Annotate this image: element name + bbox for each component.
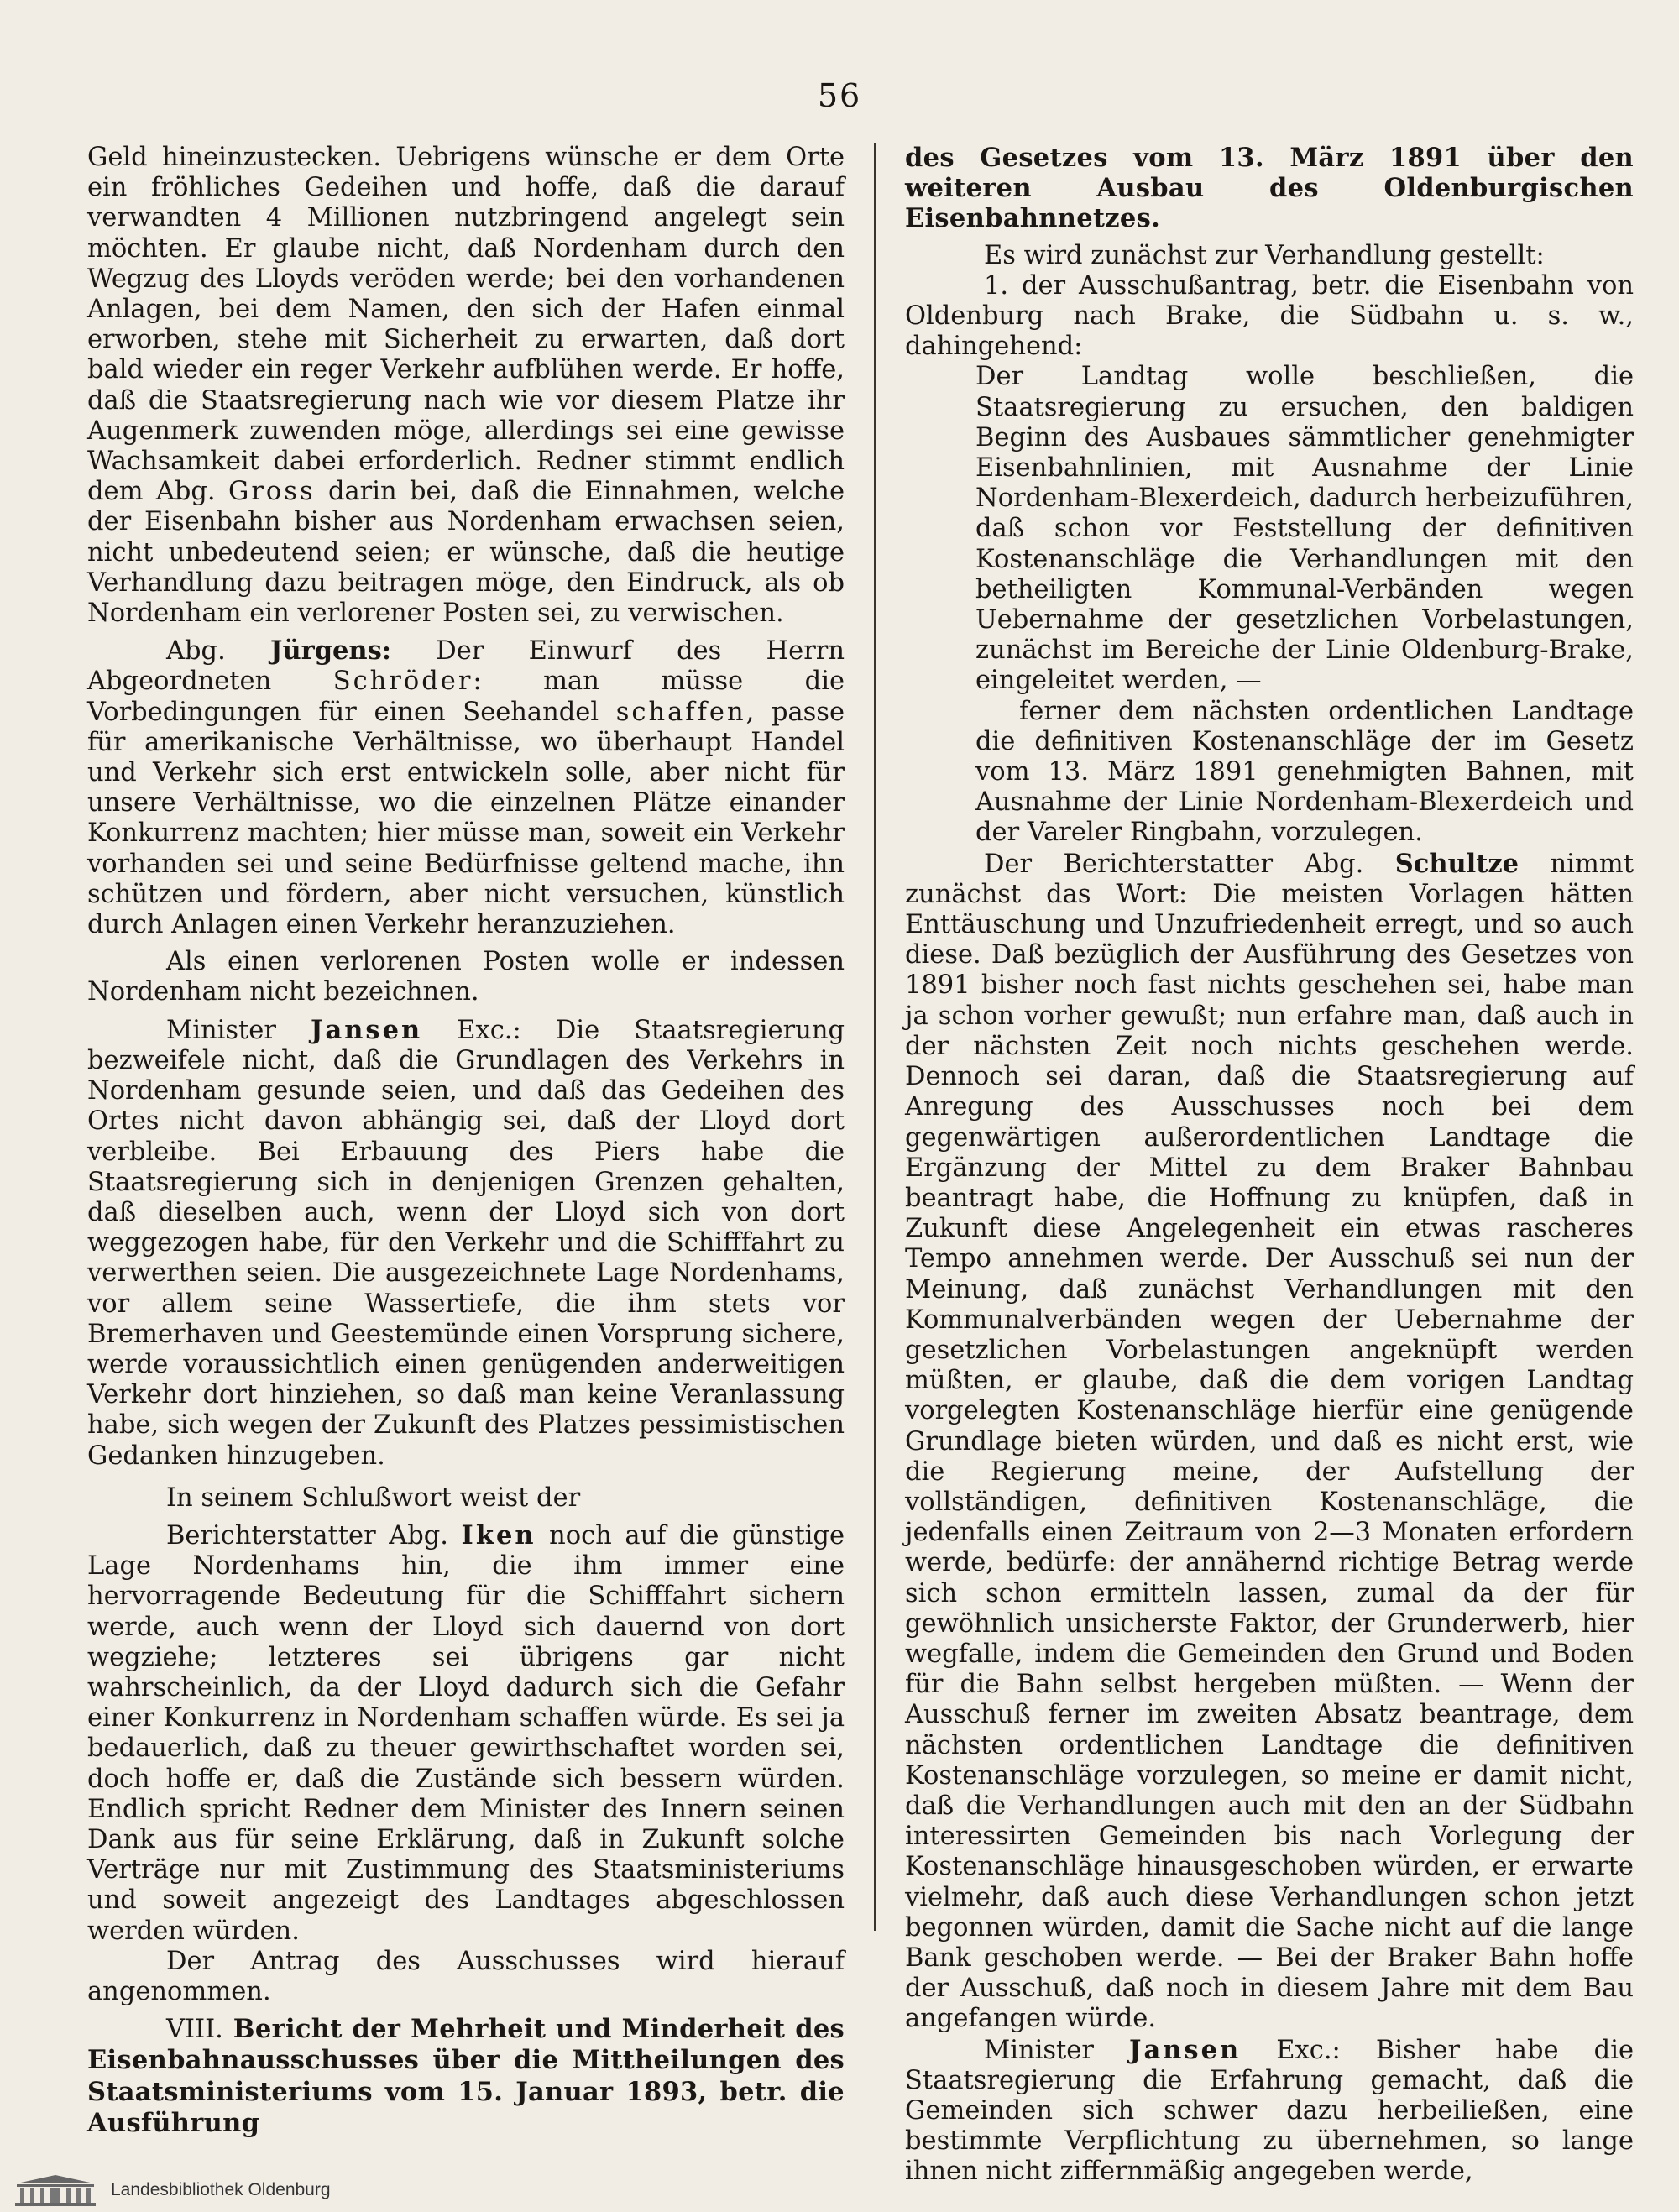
footer: [0, 2168, 1679, 2212]
text-run: Exc.: Bisher habe die Staatsregierung die Erfahrung gemacht, daß die Gemeinden sich schwer dazu herbeiließen, eine bestimmte Verpflichtung zu übernehmen, so lange ihnen nicht ziffernmäßig angegeben werde,: [905, 2035, 1634, 2187]
paragraph: [87, 143, 845, 629]
section-number: VIII.: [166, 2015, 223, 2045]
motion-quote: Der Landtag wolle beschließen, die Staatsregierung zu ersuchen, den baldigen Beginn des Ausbaues sämmtlicher genehmigter Eisenbahnlinien, mit Ausnahme der Linie Nordenham-Blexerdeich, dadurch herbeizuführen, daß schon vor Feststellung der definitiven Kostenanschläge die Verhandlungen mit den betheiligten Kommunal-Verbänden wegen Uebernahme der gesetzlichen Vorbelastungen, zunächst im Bereiche der Linie Oldenburg-Brake, eingeleitet werden, —: [975, 362, 1634, 696]
page-number: 56: [817, 77, 862, 114]
library-name: Landesbibliothek Oldenburg: [111, 2179, 331, 2199]
text-run: : man müsse die Vorbedingungen für einen Seehandel: [87, 667, 845, 727]
paragraph: Es wird zunächst zur Verhandlung gestellt:: [984, 240, 1545, 270]
text-run: , passe für amerikanische Verhältnisse, wo überhaupt Handel und Verkehr sich erst entwickeln solle, aber nicht für unsere Verhältnisse, wo die einzelnen Plätze einander Konkurrenz machten; hier müsse man, soweit ein Verkehr vorhanden sei und seine Bedürfnisse geltend mache, ihn schützen und fördern, aber nicht versuchen, künstlich durch Anlagen einen Verkehr heranzuziehen.: [87, 697, 845, 940]
paragraph: [905, 849, 1634, 2035]
emphasis: Schröder: [332, 667, 473, 697]
speaker-name: Gross: [228, 477, 316, 507]
text-run: nimmt zunächst das Wort: Die meisten Vorlagen hätten Enttäuschung und Unzufriedenheit erregt, und so auch diese. Daß bezüglich der Ausführung des Gesetzes von 1891 bisher noch fast nichts geschehen sei, habe man ja schon vorher gewußt; nun erfahre man, daß auch in der nächsten Zeit noch nichts geschehen werde. Dennoch sei daran, daß die Staatsregierung auf Anregung des Ausschusses noch bei dem gegenwärtigen außerordentlichen Landtage die Ergänzung der Mittel zu dem Braker Bahnbau beantragt habe, die Hoffnung zu knüpfen, daß in Zukunft diese Angelegenheit ein etwas rascheres Tempo annehmen werde. Der Ausschuß sei nun der Meinung, daß zunächst Verhandlungen mit den Kommunalverbänden wegen der Uebernahme der gesetzlichen Vorbelastungen angeknüpft werden müßten, er glaube, daß die dem vorigen Landtag vorgelegten Kostenanschläge hierfür eine genügende Grundlage bieten würden, und daß es nicht erst, wie die Regierung meine, der Aufstellung der vollständigen, definitiven Kostenanschläge, die jedenfalls einen Zeitraum von 2—3 Monaten erfordern werde, bedürfe: der annähernd richtige Betrag werde sich schon ermitteln lassen, zumal da der für gewöhnlich unsicherste Faktor, der Grunderwerb, hier wegfalle, indem die Gemeinden den Grund und Boden für die Bahn selbst hergeben müßten. — Wenn der Ausschuß ferner im zweiten Absatz beantrage, dem nächsten ordentlichen Landtage die definitiven Kostenanschläge vorzulegen, so meine er damit nicht, daß die Verhandlungen auch mit den an der Südbahn interessirten Gemeinden bis nach Vorlegung der Kostenanschläge hinausgeschoben würden, er erwarte vielmehr, daß auch diese Verhandlungen schon jetzt begonnen würden, damit die Sache nicht auf die lange Bank geschoben werde. — Bei der Braker Bahn hoffe der Ausschuß, daß noch in diesem Jahre mit dem Bau angefangen würde.: [905, 849, 1634, 2034]
motion-quote: ferner dem nächsten ordentlichen Landtage die definitiven Kostenanschläge der im Gesetz vom 13. März 1891 genehmigten Bahnen, mit Ausnahme der Linie Nordenham-Blexerdeich und der Vareler Ringbahn, vorzulegen.: [975, 696, 1634, 848]
paragraph: [87, 1015, 845, 1472]
library-building-icon: [12, 2173, 99, 2207]
left-column: [87, 143, 845, 2139]
right-column: [905, 143, 1634, 2188]
section-heading: [87, 2014, 845, 2139]
text-run: Minister: [984, 2035, 1130, 2065]
section-heading-continued: des Gesetzes vom 13. März 1891 über den weiteren Ausbau des Oldenburgischen Eisenbahnnetzes.: [905, 143, 1634, 234]
text-run: Exc.: Die Staatsregierung bezweifele nicht, daß die Grundlagen des Verkehrs in Nordenham gesunde seien, und daß das Gedeihen des Ortes nicht davon abhängig sei, daß der Lloyd dort verbleibe. Bei Erbauung des Piers habe die Staatsregierung sich in denjenigen Grenzen gehalten, daß dieselben auch, wenn der Lloyd sich von dort weggezogen habe, für den Verkehr und die Schifffahrt zu verwerthen seien. Die ausgezeichnete Lage Nordenhams, vor allem seine Wassertiefe, die ihm stets vor Bremerhaven und Geestemünde einen Vorsprung sichere, werde voraussichtlich einen genügenden anderweitigen Verkehr dort hinziehen, so daß man keine Veranlassung habe, sich wegen der Zukunft des Platzes pessimistischen Gedanken hinzugeben.: [87, 1015, 845, 1471]
text-run: noch auf die günstige Lage Nordenhams hin, die ihm immer eine hervorragende Bedeutung für die Schifffahrt sichern werde, auch wenn der Lloyd sich dauernd von dort wegziehe; letzteres sei übrigens gar nicht wahrscheinlich, da der Lloyd dadurch sich die Gefahr einer Konkurrenz in Nordenham schaffen würde. Es sei ja bedauerlich, daß zu theuer gewirthschaftet worden sei, doch hoffe er, daß die Zustände sich bessern würden. Endlich spricht Redner dem Minister des Innern seinen Dank aus für seine Erklärung, daß in Zukunft solche Verträge nur mit Zustimmung des Staatsministeriums und soweit angezeigt des Landtages abgeschlossen werden würden.: [87, 1520, 845, 1946]
paragraph: [905, 2035, 1634, 2188]
speaker-name: Jansen: [311, 1014, 423, 1045]
speaker-name: Jürgens:: [270, 635, 392, 667]
paragraph: [87, 635, 845, 940]
paragraph: [87, 1520, 845, 1947]
text-run: Geld hineinzustecken. Uebrigens wünsche er dem Orte ein fröhliches Gedeihen und hoffe, daß die darauf verwandten 4 Millionen nutzbringend angelegt sein möchten. Er glaube nicht, daß Nordenham durch den Wegzug des Lloyds veröden werde; bei den vorhandenen Anlagen, bei dem Namen, den sich der Hafen einmal erworben, stehe mit Sicherheit zu erwarten, daß dort bald wieder ein reger Verkehr aufblühen werde. Er hoffe, daß die Staatsregierung nach wie vor diesem Platze ihr Augenmerk zuwenden möge, allerdings sei eine gewisse Wachsamkeit dabei erforderlich. Redner stimmt endlich dem Abg.: [87, 143, 845, 507]
text-run: Abg.: [166, 636, 271, 667]
paragraph: Als einen verlorenen Posten wolle er indessen Nordenham nicht bezeichnen.: [87, 947, 845, 1007]
text-run: Berichterstatter Abg.: [166, 1520, 462, 1550]
text-run: Der Einwurf des Herrn Abgeordneten: [87, 636, 845, 697]
speaker-name: Iken: [461, 1519, 536, 1550]
paragraph: In seinem Schlußwort weist der: [166, 1483, 581, 1513]
section-title: Bericht der Mehrheit und Minderheit des Eisenbahnausschusses über die Mittheilungen des Staatsministeriums vom 15. Januar 1893, betr. die Ausführung: [87, 2014, 845, 2138]
speaker-name: Jansen: [1129, 2034, 1242, 2065]
speaker-name: Schultze: [1394, 848, 1519, 879]
text-run: Minister: [166, 1015, 311, 1045]
paragraph: 1. der Ausschußantrag, betr. die Eisenbahn von Oldenburg nach Brake, die Südbahn u. s. w., dahingehend:: [905, 270, 1634, 362]
text-run: Der Berichterstatter Abg.: [984, 849, 1395, 879]
column-divider: [874, 143, 876, 1931]
paragraph: Der Antrag des Ausschusses wird hierauf angenommen.: [87, 1946, 845, 2006]
emphasis: schaffen: [615, 697, 746, 727]
text-run: darin bei, daß die Einnahmen, welche der Eisenbahn bisher aus Nordenham erwachsen seien, nicht unbedeutend seien; er wünsche, daß die heutige Verhandlung dazu beitragen möge, den Eindruck, als ob Nordenham ein verlorener Posten sei, zu verwischen.: [87, 477, 845, 629]
